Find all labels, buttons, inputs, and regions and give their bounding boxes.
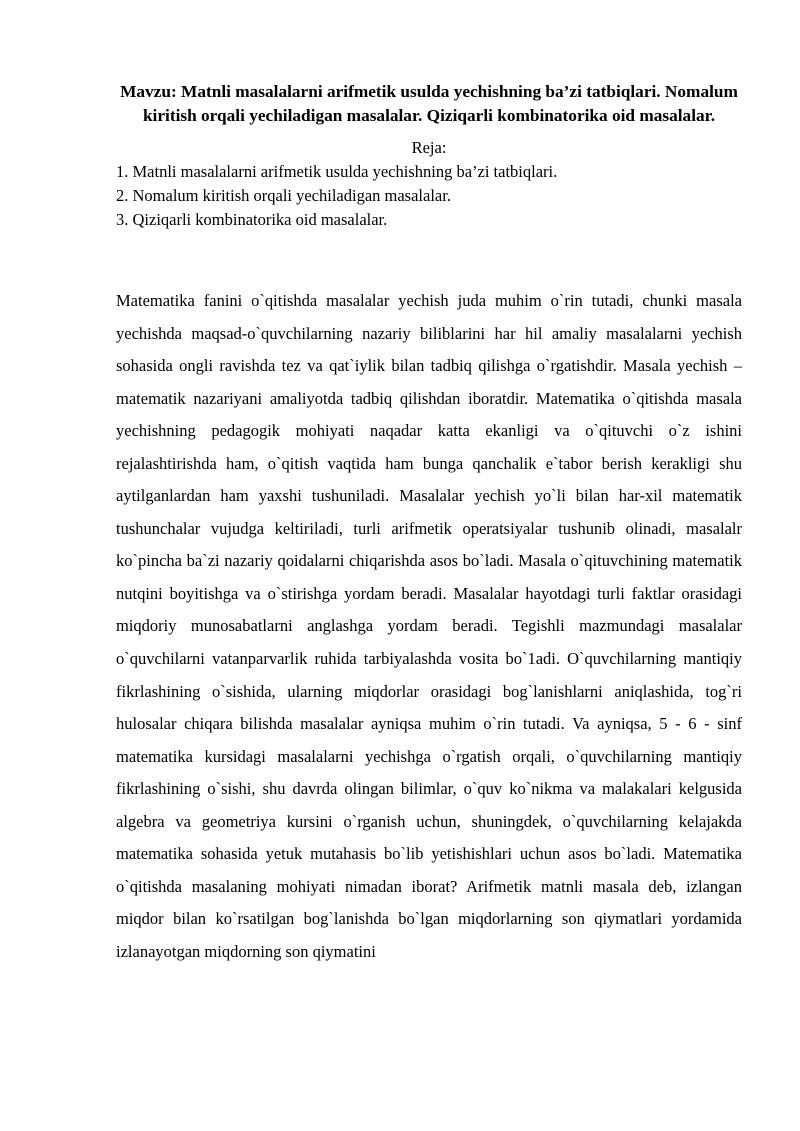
- plan-list: [116, 160, 742, 232]
- plan-item-1: 1. Matnli masalalarni arifmetik usulda yechishning ba’zi tatbiqlari.: [116, 162, 558, 181]
- body-paragraph: Matematika fanini o`qitishda masalalar yechish juda muhim o`rin tutadi, chunki masala yechishda maqsad-o`quvchilarning nazariy biliblarini har hil amaliy masalalarni yechish sohasida ongli ravishda tez va qat`iylik bilan tadbiq qilishga o`rgatishdir. Masala yechish – matematik nazariyani amaliyotda tadbiq qilishdan iboratdir. Matematika o`qitishda masala yechishning pedagogik mohiyati naqadar katta ekanligi va o`qituvchi o`z ishini rejalashtirishda ham, o`qitish vaqtida ham bunga qanchalik e`tabor berish kerakligi shu aytilganlardan ham yaxshi tushuniladi. Masalalar yechish yo`li bilan har-xil matematik tushunchalar vujudga keltiriladi, turli arifmetik operatsiyalar tushunib olinadi, masalalr ko`pincha ba`zi nazariy qoidalarni chiqarishda asos bo`ladi. Masala o`qituvchining matematik nutqini boyitishga va o`stirishga yordam beradi. Masalalar hayotdagi turli faktlar orasidagi miqdoriy munosabatlarni anglashga yordam beradi. Tegishli mazmundagi masalalar o`quvchilarni vatanparvarlik ruhida tarbiyalashda vosita bo`1adi. O`quvchilarning mantiqiy fikrlashining o`sishida, ularning miqdorlar orasidagi bog`lanishlarni aniqlashida, tog`ri hulosalar chiqara bilishda masalalar ayniqsa muhim o`rin tutadi. Va ayniqsa, 5 - 6 - sinf matematika kursidagi masalalarni yechishga o`rgatish orqali, o`quvchilarning mantiqiy fikrlashining o`sishi, shu davrda olingan bilimlar, o`quv ko`nikma va malakalari kelgusida algebra va geometriya kursini o`rganish uchun, shuningdek, o`quvchilarning kelajakda matematika sohasida yetuk mutahasis bo`lib yetishishlari uchun asos bo`ladi. Matematika o`qitishda masalaning mohiyati nimadan iborat? Arifmetik matnli masala deb, izlangan miqdor bilan ko`rsatilgan bog`lanishda bo`lgan miqdorlarning son qiymatlari yordamida izlanayotgan miqdorning son qiymatini: [116, 291, 742, 961]
- plan-heading: Reja:: [411, 138, 447, 157]
- document-title: Mavzu: Matnli masalalarni arifmetik usulda yechishning ba’zi tatbiqlari. Nomalum kiritish orqali yechiladigan masalalar. Qiziqarli kombinatorika oid masalalar.: [120, 82, 738, 125]
- document-page: [116, 80, 742, 968]
- plan-item-2: 2. Nomalum kiritish orqali yechiladigan masalalar.: [116, 186, 451, 205]
- plan-item-3: 3. Qiziqarli kombinatorika oid masalalar.: [116, 210, 388, 229]
